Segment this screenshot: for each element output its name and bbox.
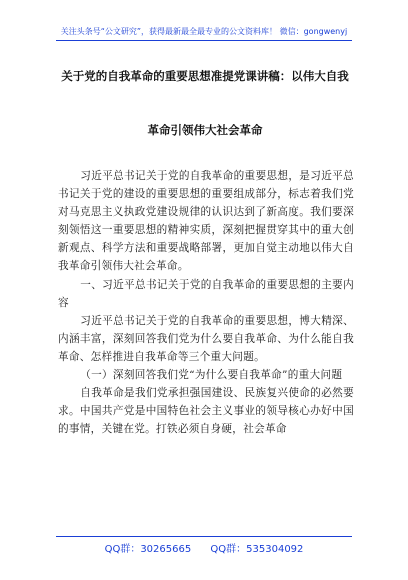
footer-qq-group-1: QQ群：30265665	[104, 544, 192, 555]
body-paragraph: 习近平总书记关于党的自我革命的重要思想，博大精深、内涵丰富，深刻回答我们党为什么要自我革命、为什么能自我革命、怎样推进自我革命等三个重大问题。	[58, 314, 354, 363]
page-header: 关注头条号“公文研究”，获得最新最全最专业的公文资料库！ 微信：gongwenyj	[60, 27, 348, 36]
document-title-line-2: 革命引领伟大社会革命	[147, 123, 263, 137]
subsection-heading: （一）深刻回答我们党“为什么要自我革命”的重大问题	[80, 369, 343, 382]
page-footer	[0, 540, 408, 555]
header-divider	[56, 40, 352, 41]
footer-qq-group-2: QQ群：535304092	[210, 544, 304, 555]
section-heading: 一、习近平总书记关于党的自我革命的重要思想的主要内容	[58, 278, 354, 309]
body-paragraph: 习近平总书记关于党的自我革命的重要思想，是习近平总书记关于党的建设的重要思想的重要组成部分，标志着我们党对马克思主义执政党建设规律的认识达到了新高度。我们要深刻领悟这一重要思想的精神实质，深刻把握贯穿其中的重大创新观点、科学方法和重要战略部署，更加自觉主动地以伟大自我革命引领伟大社会革命。	[58, 170, 354, 273]
document-title-line-1: 关于党的自我革命的重要思想准提党课讲稿：以伟大自我	[61, 69, 349, 83]
footer-divider	[56, 536, 352, 537]
body-paragraph: 自我革命是我们党承担强国建设、民族复兴使命的必然要求。中国共产党是中国特色社会主义事业的领导核心办好中国的事情，关键在党。打铁必须自身硬，社会革命	[58, 387, 354, 436]
document-body	[58, 167, 354, 438]
